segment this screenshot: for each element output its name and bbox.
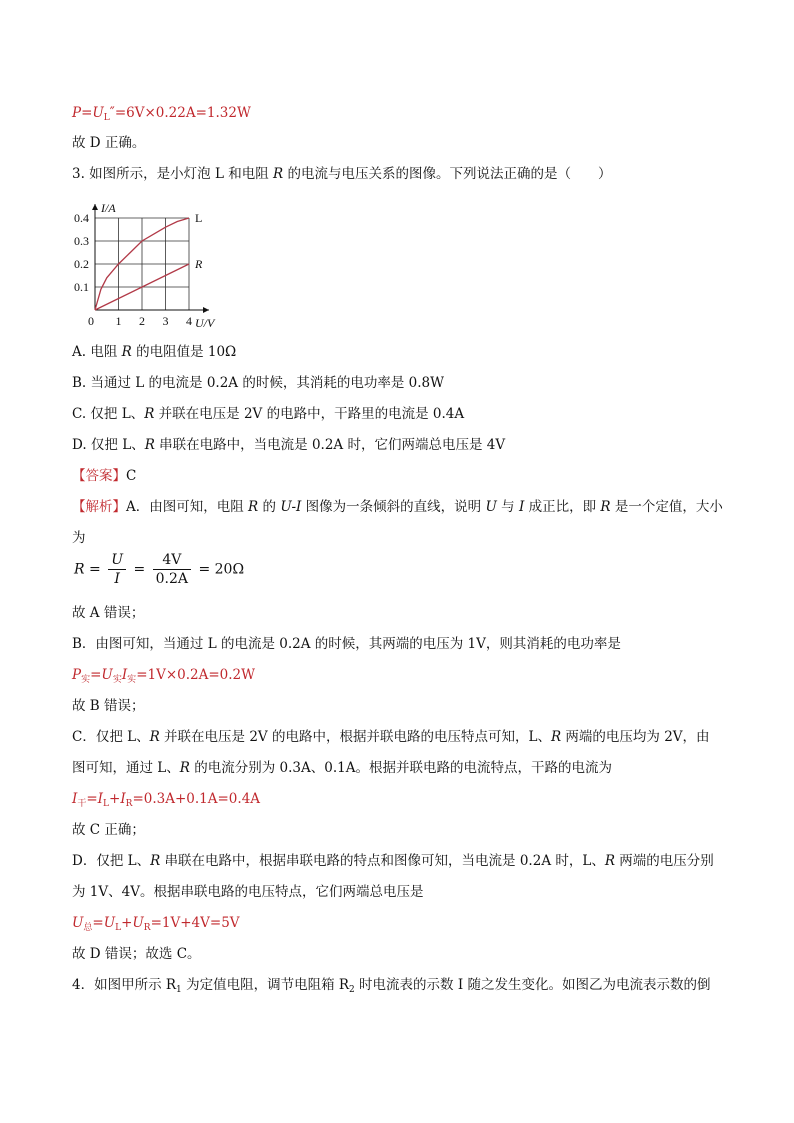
symbol-p: P [72, 667, 82, 683]
subscript-l: L [103, 113, 110, 123]
symbol-r: R [144, 437, 155, 453]
option-a [72, 343, 236, 361]
equals: = [89, 561, 101, 578]
symbol-u: U [103, 915, 116, 931]
conclusion-d-correct: 故 D 正确。 [72, 135, 146, 151]
symbol-u: U [101, 667, 113, 683]
analysis-d-line-2: 为 1V、4V。根据串联电路的电压特点，它们两端总电压是 [72, 884, 424, 900]
equals: = [81, 105, 93, 121]
symbol-r: R [144, 406, 155, 422]
subscript: 总 [83, 923, 93, 933]
text: 为定值电阻，调节电阻箱 R [181, 977, 350, 993]
text: 成正比，即 [524, 499, 601, 515]
option-d [72, 436, 505, 454]
numerator: 4V [153, 551, 191, 570]
subscript: R [125, 799, 133, 809]
option-c-text: C. 仅把 L、 [72, 406, 145, 422]
analysis-b-line-1: B．由图可知，当通过 L 的电流是 0.2A 的时候，其两端的电压为 1V，则其消耗的电功率是 [72, 636, 621, 652]
formula-rest: =0.3A+0.1A=0.4A [132, 791, 261, 807]
equals: = [133, 561, 146, 578]
chart-axes [92, 204, 209, 313]
subscript: L [103, 799, 109, 809]
analysis-d-formula [72, 914, 240, 932]
chart-grid [95, 218, 189, 310]
equals: = [86, 791, 98, 807]
denominator: 0.2A [155, 571, 189, 587]
analysis-b-formula [72, 666, 255, 684]
subscript: L [115, 923, 122, 933]
x-tick-label: 4 [186, 314, 192, 328]
equals: = [90, 667, 102, 683]
analysis-c-line-1 [72, 728, 710, 746]
iu-chart [68, 193, 238, 333]
answer-line [72, 467, 136, 485]
analysis-a-line-1 [72, 498, 723, 516]
resistance-formula [74, 551, 244, 588]
option-b: B. 当通过 L 的电流是 0.2A 的时候，其消耗的电功率是 0.8W [72, 375, 444, 391]
text: 两端的电压均为 2V，由 [561, 729, 710, 745]
option-d-text: D. 仅把 L、 [72, 437, 145, 453]
fraction-values [153, 551, 191, 588]
subscript: 实 [81, 675, 91, 685]
symbol-r: R [149, 729, 160, 745]
y-tick-label: 0.1 [74, 280, 89, 294]
formula-rest: =1V×0.2A=0.2W [136, 667, 256, 683]
symbol-u: U [92, 105, 104, 121]
option-a-text: A. 电阻 [72, 344, 122, 360]
plus: + [121, 915, 133, 931]
symbol-u: U [132, 915, 144, 931]
text: 是一个定值，大小 [610, 499, 723, 515]
symbol-r: R [248, 499, 259, 515]
power-formula-line [72, 104, 251, 122]
plus: + [109, 791, 121, 807]
text: A．由图可知，电阻 [126, 499, 249, 515]
symbol-r: R [273, 166, 284, 182]
symbol-i: I [121, 667, 128, 683]
text: C．仅把 L、 [72, 729, 150, 745]
subscript: 实 [112, 675, 122, 685]
y-axis-arrow [92, 204, 98, 210]
symbol-u: U [485, 499, 497, 515]
text: 的电流分别为 0.3A、0.1A。根据并联电路的电流特点，干路的电流为 [189, 760, 612, 776]
text: 时电流表的示数 I 随之发生变化。如图乙为电流表示数的倒 [354, 977, 711, 993]
analysis-c-line-2 [72, 759, 612, 777]
subscript: 干 [77, 799, 87, 809]
x-axis-arrow [203, 307, 209, 313]
option-c [72, 405, 464, 423]
result: = 20Ω [198, 561, 245, 578]
text: D．仅把 L、 [72, 853, 151, 869]
series-label-l: L [195, 211, 203, 225]
equals: = [92, 915, 104, 931]
subscript: 1 [176, 985, 182, 995]
analysis-c-formula [72, 790, 260, 808]
analysis-a-conclusion: 故 A 错误； [72, 605, 145, 621]
y-axis-label: I/A [101, 201, 116, 215]
text: 与 [496, 499, 519, 515]
symbol-i: I [72, 791, 78, 807]
stem-part-a: 3. 如图所示，是小灯泡 L 和电阻 [72, 166, 274, 182]
analysis-d-conclusion: 故 D 错误；故选 C。 [72, 946, 201, 962]
option-a-text-b: 的电阻值是 10Ω [131, 344, 237, 360]
x-tick-label: 1 [115, 314, 122, 328]
symbol-r: R [179, 760, 190, 776]
text: 图像为一条倾斜的直线，说明 [301, 499, 486, 515]
analysis-b-conclusion: 故 B 错误； [72, 698, 145, 714]
symbol-p: P [72, 105, 82, 121]
x-axis-label: U/V [195, 316, 215, 330]
question-4-stem [72, 976, 710, 994]
subscript: R [143, 923, 151, 933]
analysis-tag: 【解析】 [72, 499, 126, 515]
formula-rest: =1V+4V=5V [150, 915, 240, 931]
stem-part-b: 的电流与电压关系的图像。下列说法正确的是（ ） [283, 166, 612, 182]
y-tick-label: 0.3 [74, 234, 89, 248]
answer-tag: 【答案】 [72, 468, 126, 484]
symbol-i: I [518, 499, 525, 515]
y-tick-label: 0.4 [74, 211, 89, 225]
symbol-r: R [600, 499, 611, 515]
x-tick-label: 3 [162, 314, 169, 328]
option-c-text-b: 并联在电压是 2V 的电路中，干路里的电流是 0.4A [154, 406, 465, 422]
symbol-r: R [550, 729, 562, 745]
text: 图可知，通过 L、 [72, 760, 180, 776]
denominator: I [114, 571, 120, 587]
symbol-r: R [74, 561, 85, 578]
option-d-text-b: 串联在电路中，当电流是 0.2A 时，它们两端总电压是 4V [154, 437, 506, 453]
subscript: 2 [349, 985, 355, 995]
formula-rest: ″=6V×0.22A=1.32W [109, 105, 251, 121]
text: 两端的电压分别 [615, 853, 714, 869]
text: 的 [258, 499, 281, 515]
analysis-a-line-2: 为 [72, 530, 86, 546]
text: 并联在电压是 2V 的电路中，根据并联电路的电压特点可知，L、 [159, 729, 551, 745]
fraction-u-over-i [108, 551, 126, 588]
symbol-r: R [121, 344, 132, 360]
subscript: 实 [127, 675, 137, 685]
symbol-r: R [150, 853, 161, 869]
symbol-u: U [72, 915, 84, 931]
series-label-r: R [195, 257, 203, 271]
numerator: U [108, 551, 126, 570]
text: 4．如图甲所示 R [72, 977, 177, 993]
text: 串联在电路中，根据串联电路的特点和图像可知，当电流是 0.2A 时，L、 [160, 853, 605, 869]
answer-value: C [126, 468, 137, 484]
symbol-r: R [604, 853, 615, 869]
x-tick-label: 0 [88, 314, 94, 328]
symbol-i: I [97, 791, 104, 807]
symbol-i: I [120, 791, 126, 807]
x-tick-label: 2 [139, 314, 145, 328]
y-tick-label: 0.2 [74, 257, 89, 271]
question-3-stem [72, 165, 611, 183]
symbol-ui: U-I [280, 499, 302, 515]
analysis-c-conclusion: 故 C 正确； [72, 822, 145, 838]
analysis-d-line-1 [72, 852, 714, 870]
